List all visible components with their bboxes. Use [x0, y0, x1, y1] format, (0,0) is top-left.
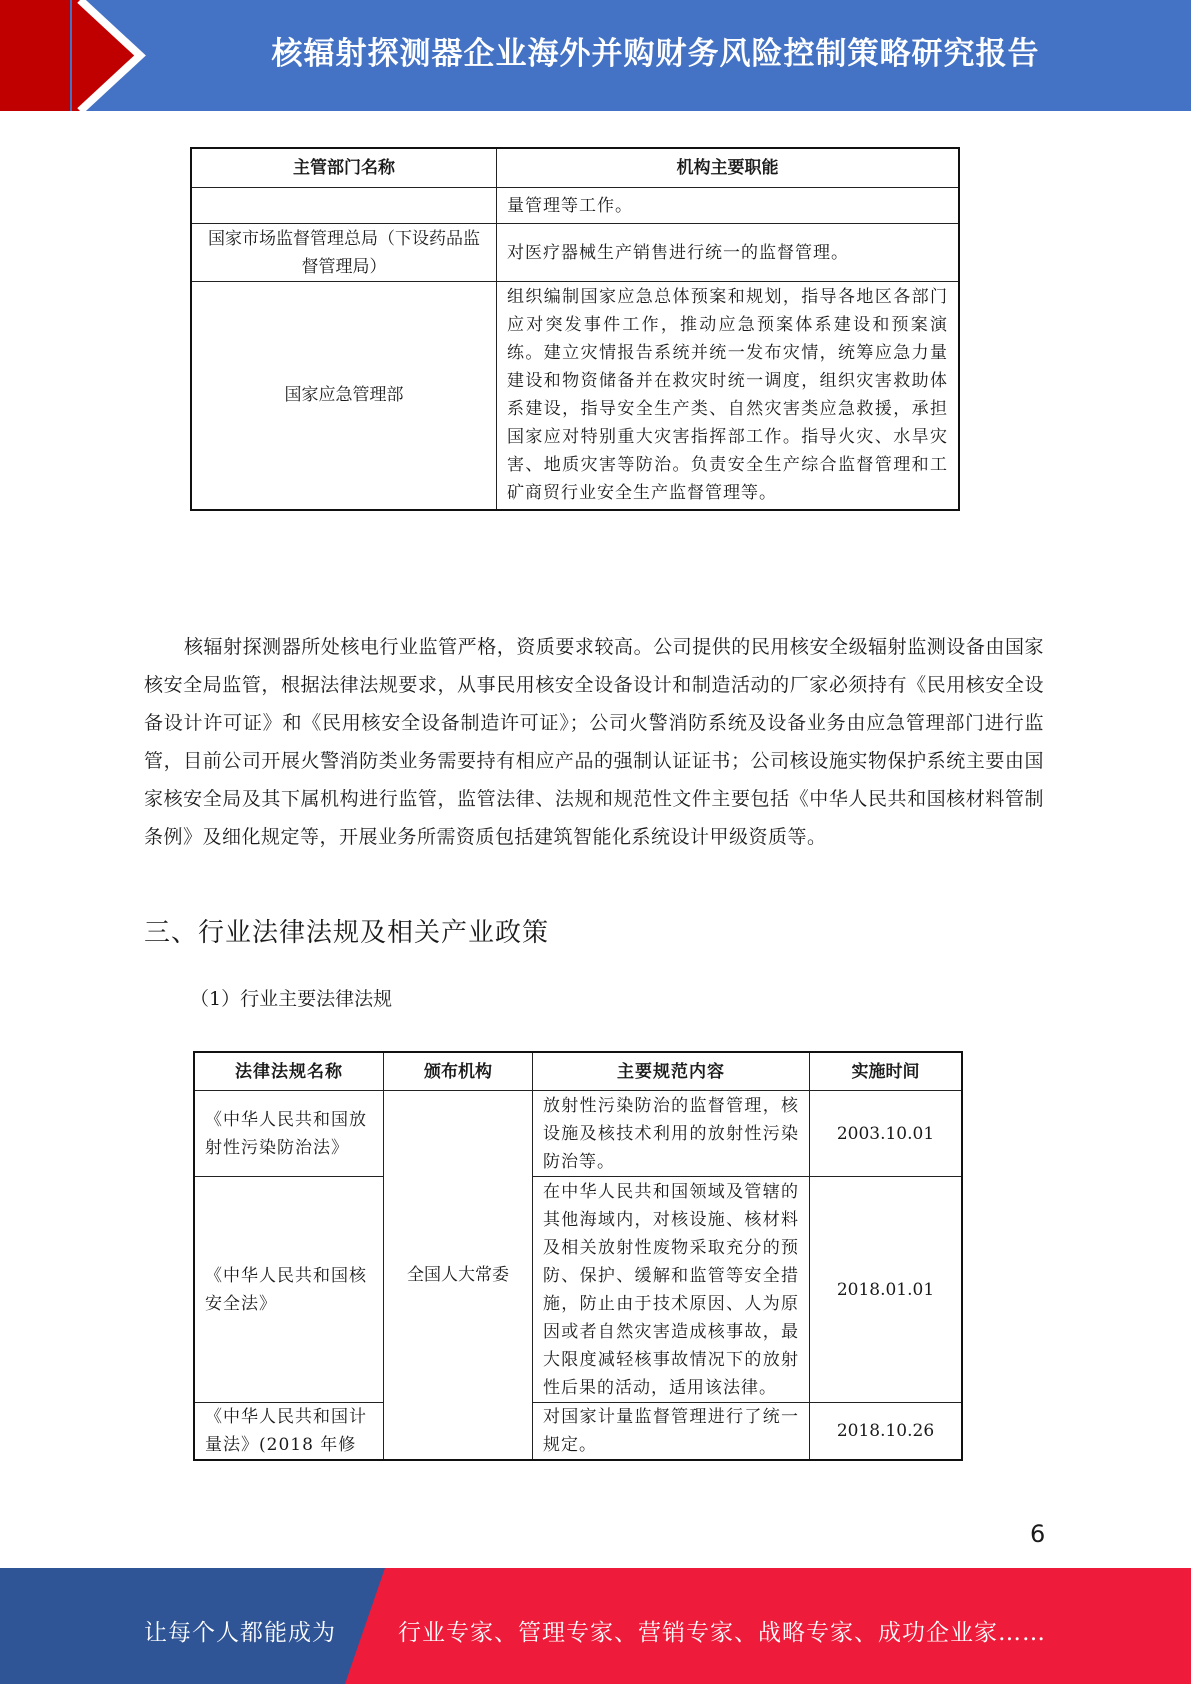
table-header-cell: 机构主要职能: [497, 148, 960, 188]
table-row: [194, 1091, 962, 1177]
footer-banner: [0, 1568, 1191, 1684]
footer-slogan-left: 让每个人都能成为: [144, 1620, 336, 1646]
table-cell-issuer: 全国人大常委: [384, 1091, 533, 1461]
table-row: [191, 188, 959, 224]
footer-slogan-right: 行业专家、管理专家、营销专家、战略专家、成功企业家……: [398, 1620, 1046, 1646]
table-cell-duty: 对医疗器械生产销售进行统一的监督管理。: [497, 224, 960, 282]
table-cell-dept: 国家市场监督管理总局（下设药品监督管理局）: [191, 224, 497, 282]
table-header-row: [191, 148, 959, 188]
table-cell-law-name: 《中华人民共和国核安全法》: [194, 1177, 384, 1403]
table-header-row: [194, 1052, 962, 1091]
table-header-cell: 法律法规名称: [194, 1052, 384, 1091]
table-row: [194, 1177, 962, 1403]
header-banner: [0, 0, 1191, 111]
header-title: 核辐射探测器企业海外并购财务风险控制策略研究报告: [271, 36, 1040, 72]
table-header-cell: 主管部门名称: [191, 148, 497, 188]
laws-table: [193, 1051, 963, 1461]
table-cell-content: 对国家计量监督管理进行了统一规定。: [533, 1403, 810, 1461]
table-cell-date: 2018.10.26: [810, 1403, 963, 1461]
table-header-cell: 实施时间: [810, 1052, 963, 1091]
section-heading: 三、行业法律法规及相关产业政策: [144, 918, 550, 948]
table-cell-duty: 组织编制国家应急总体预案和规划，指导各地区各部门应对突发事件工作，推动应急预案体系建设和预案演练。建立灾情报告系统并统一发布灾情，统筹应急力量建设和物资储备并在救灾时统一调度，组织灾害救助体系建设，指导安全生产类、自然灾害类应急救援，承担国家应对特别重大灾害指挥部工作。指导火灾、水旱灾害、地质灾害等防治。负责安全生产综合监督管理和工矿商贸行业安全生产监督管理等。: [497, 282, 960, 510]
table-header-cell: 主要规范内容: [533, 1052, 810, 1091]
table-row: [191, 282, 959, 510]
sub-heading: （1）行业主要法律法规: [190, 988, 393, 1010]
table-row: [194, 1403, 962, 1461]
table-cell-dept: [191, 188, 497, 224]
table-cell-content: 在中华人民共和国领域及管辖的其他海域内，对核设施、核材料及相关放射性废物采取充分的预防、保护、缓解和监管等安全措施，防止由于技术原因、人为原因或者自然灾害造成核事故，最大限度减轻核事故情况下的放射性后果的活动，适用该法律。: [533, 1177, 810, 1403]
table-row: [191, 224, 959, 282]
table-cell-dept: 国家应急管理部: [191, 282, 497, 510]
body-paragraph: 核辐射探测器所处核电行业监管严格，资质要求较高。公司提供的民用核安全级辐射监测设备由国家核安全局监管，根据法律法规要求，从事民用核安全设备设计和制造活动的厂家必须持有《民用核安全设备设计许可证》和《民用核安全设备制造许可证》；公司火警消防系统及设备业务由应急管理部门进行监管，目前公司开展火警消防类业务需要持有相应产品的强制认证证书；公司核设施实物保护系统主要由国家核安全局及其下属机构进行监管，监管法律、法规和规范性文件主要包括《中华人民共和国核材料管制条例》及细化规定等，开展业务所需资质包括建筑智能化系统设计甲级资质等。: [144, 636, 1044, 848]
table-cell-date: 2018.01.01: [810, 1177, 963, 1403]
table-cell-law-name: 《中华人民共和国放射性污染防治法》: [194, 1091, 384, 1177]
header-red-block: [0, 0, 70, 111]
page-number: 6: [1030, 1520, 1046, 1548]
header-chevron-icon: [72, 0, 152, 111]
regulator-table: [190, 147, 960, 511]
table-header-cell: 颁布机构: [384, 1052, 533, 1091]
table-cell-content: 放射性污染防治的监督管理，核设施及核技术利用的放射性污染防治等。: [533, 1091, 810, 1177]
table-cell-date: 2003.10.01: [810, 1091, 963, 1177]
table-cell-duty: 量管理等工作。: [497, 188, 960, 224]
table-cell-law-name: 《中华人民共和国计量法》(2018 年修: [194, 1403, 384, 1461]
